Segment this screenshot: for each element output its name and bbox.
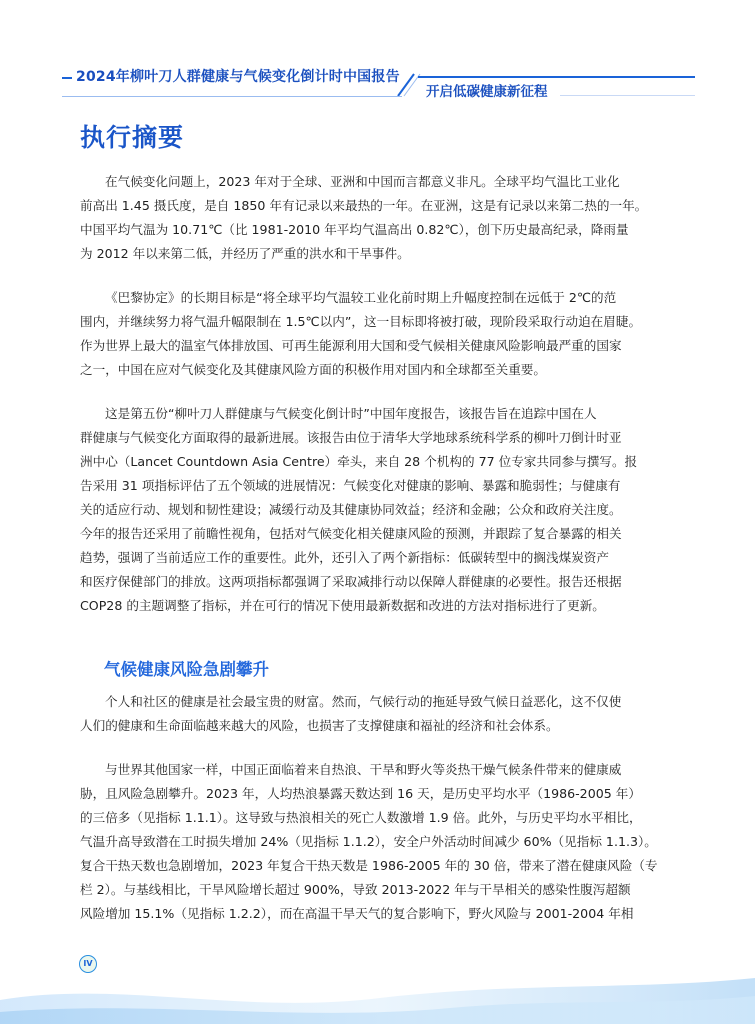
paragraph-line: 今年的报告还采用了前瞻性视角，包括对气候变化相关健康风险的预测，并跟踪了复合暴露的相关	[80, 526, 622, 541]
header-report-title: 2024年柳叶刀人群健康与气候变化倒计时中国报告	[76, 69, 400, 85]
page-header	[0, 0, 755, 110]
subsection-title: 气候健康风险急剧攀升	[104, 660, 269, 679]
header-rule-top	[418, 76, 695, 78]
paragraph-line: 与世界其他国家一样，中国正面临着来自热浪、干旱和野火等炎热干燥气候条件带来的健康威	[105, 762, 622, 777]
paragraph-line: 前高出 1.45 摄氏度，是自 1850 年有记录以来最热的一年。在亚洲，这是有记录以来第二热的一年。	[80, 198, 648, 213]
paragraph-line: 《巴黎协定》的长期目标是“将全球平均气温较工业化前时期上升幅度控制在远低于 2℃的范	[105, 290, 617, 305]
paragraph-line: 之一，中国在应对气候变化及其健康风险方面的积极作用对国内和全球都至关重要。	[80, 362, 546, 377]
paragraph-line: 这是第五份“柳叶刀人群健康与气候变化倒计时”中国年度报告，该报告旨在追踪中国在人	[105, 406, 597, 421]
paragraph-line: 风险增加 15.1%（见指标 1.2.2），而在高温干旱天气的复合影响下，野火风险与 2001-2004 年相	[80, 906, 634, 921]
paragraph-line: 气温升高导致潜在工时损失增加 24%（见指标 1.1.2），安全户外活动时间减少 60%（见指标 1.1.3）。	[80, 834, 657, 849]
paragraph-line: 趋势，强调了当前适应工作的重要性。此外，还引入了两个新指标：低碳转型中的搁浅煤炭资产	[80, 550, 609, 565]
footer-wave-decoration	[0, 960, 755, 1024]
paragraph-line: 个人和社区的健康是社会最宝贵的财富。然而，气候行动的拖延导致气候日益恶化，这不仅使	[105, 694, 622, 709]
paragraph-line: 的三倍多（见指标 1.1.1）。这导致与热浪相关的死亡人数激增 1.9 倍。此外，与历史平均水平相比，	[80, 810, 642, 825]
header-subtitle-rule	[560, 95, 695, 96]
page-number: IV	[79, 955, 97, 973]
paragraph-line: 作为世界上最大的温室气体排放国、可再生能源利用大国和受气候相关健康风险影响最严重的国家	[80, 338, 622, 353]
paragraph-line: 人们的健康和生命面临越来越大的风险，也损害了支撑健康和福祉的经济和社会体系。	[80, 718, 559, 733]
section-title: 执行摘要	[80, 123, 185, 152]
paragraph-line: 关的适应行动、规划和韧性建设；减缓行动及其健康协同效益；经济和金融；公众和政府关注度。	[80, 502, 622, 517]
header-subtitle: 开启低碳健康新征程	[426, 84, 548, 100]
paragraph-line: 围内，并继续努力将气温升幅限制在 1.5℃以内”，这一目标即将被打破，现阶段采取行动迫在眉睫。	[80, 314, 642, 329]
paragraph-line: 为 2012 年以来第二低，并经历了严重的洪水和干旱事件。	[80, 246, 410, 261]
paragraph-line: 和医疗保健部门的排放。这两项指标都强调了采取减排行动以保障人群健康的必要性。报告还根据	[80, 574, 622, 589]
paragraph-line: 洲中心（Lancet Countdown Asia Centre）牵头，来自 28 个机构的 77 位专家共同参与撰写。报	[80, 454, 638, 469]
paragraph-line: 群健康与气候变化方面取得的最新进展。该报告由位于清华大学地球系统科学系的柳叶刀倒计时亚	[80, 430, 622, 445]
paragraph-line: 中国平均气温为 10.71℃（比 1981-2010 年平均气温高出 0.82℃），创下历史最高纪录，降雨量	[80, 222, 629, 237]
paragraph-line: 在气候变化问题上，2023 年对于全球、亚洲和中国而言都意义非凡。全球平均气温比工业化	[105, 174, 620, 189]
paragraph-line: 复合干热天数也急剧增加，2023 年复合干热天数是 1986-2005 年的 30 倍，带来了潜在健康风险（专	[80, 858, 658, 873]
paragraph-line: 胁，且风险急剧攀升。2023 年，人均热浪暴露天数达到 16 天，是历史平均水平（1986-2005 年）	[80, 786, 641, 801]
header-slash-decoration	[0, 0, 755, 110]
paragraph-line: COP28 的主题调整了指标，并在可行的情况下使用最新数据和改进的方法对指标进行了更新。	[80, 598, 605, 613]
paragraph-line: 告采用 31 项指标评估了五个领域的进展情况：气候变化对健康的影响、暴露和脆弱性；与健康有	[80, 478, 621, 493]
paragraph-line: 栏 2）。与基线相比，干旱风险增长超过 900%，导致 2013-2022 年与干旱相关的感染性腹泻超额	[80, 882, 631, 897]
header-rule-bottom	[62, 96, 402, 97]
